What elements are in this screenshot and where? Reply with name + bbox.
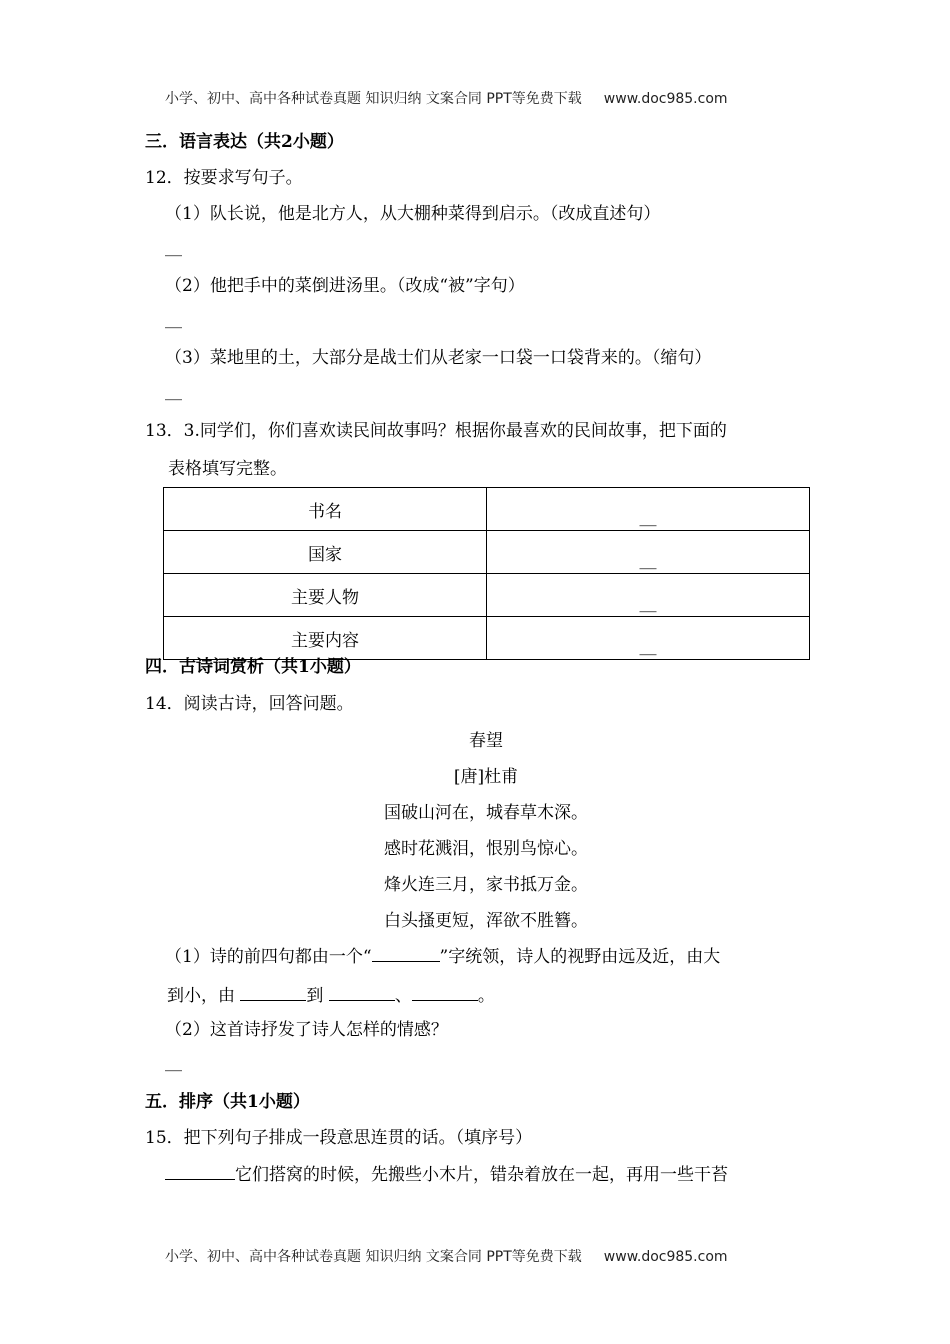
poem-line-2: 感时花溅泪，恨别鸟惊心。: [384, 839, 588, 859]
table-row: [164, 574, 810, 617]
section-4-title: 四．古诗词赏析（共1小题）: [145, 657, 361, 677]
q12-answer-2[interactable]: __: [165, 309, 182, 329]
q12-item-2: （2）他把手中的菜倒进汤里。（改成“被”字句）: [165, 276, 525, 296]
table-answer-cell[interactable]: __: [487, 617, 810, 660]
q15-blank[interactable]: [165, 1163, 235, 1180]
poem-line-4: 白头搔更短，浑欲不胜簪。: [384, 911, 588, 931]
q14-sub1-line1: （1）诗的前四句都由一个“ ”字统领，诗人的视野由远及近，由大: [165, 947, 721, 967]
q14-blank-1[interactable]: [372, 945, 440, 962]
table-answer-cell[interactable]: __: [487, 531, 810, 574]
story-info-table: [163, 487, 810, 660]
q12-answer-3[interactable]: __: [165, 381, 182, 401]
table-answer-cell[interactable]: __: [487, 488, 810, 531]
table-label: 主要人物: [164, 574, 487, 617]
page-header: [165, 88, 728, 108]
q15-line1: 它们搭窝的时候，先搬些小木片，错杂着放在一起，再用一些干苔: [165, 1160, 728, 1185]
footer-site: www.doc985.com: [603, 1249, 728, 1265]
table-label: 国家: [164, 531, 487, 574]
q12-answer-1[interactable]: __: [165, 237, 182, 257]
table-label: 主要内容: [164, 617, 487, 660]
q14-blank-4[interactable]: [412, 984, 478, 1001]
q14-stem: 14．阅读古诗，回答问题。: [145, 694, 354, 714]
poem-line-3: 烽火连三月，家书抵万金。: [384, 875, 588, 895]
section-3-title: 三．语言表达（共2小题）: [145, 132, 344, 152]
table-label: 书名: [164, 488, 487, 531]
q15-stem: 15．把下列句子排成一段意思连贯的话。（填序号）: [145, 1128, 533, 1148]
q14-blank-3[interactable]: [329, 984, 395, 1001]
q14-answer-2[interactable]: __: [165, 1052, 182, 1072]
header-site: www.doc985.com: [603, 91, 728, 107]
q13-stem-line2: 表格填写完整。: [168, 459, 287, 479]
q13-stem-line1: 13．3.同学们，你们喜欢读民间故事吗？根据你最喜欢的民间故事，把下面的: [145, 421, 727, 441]
q12-item-1: （1）队长说，他是北方人，从大棚种菜得到启示。（改成直述句）: [165, 204, 661, 224]
section-5-title: 五．排序（共1小题）: [145, 1092, 310, 1112]
q12-stem: 12．按要求写句子。: [145, 168, 303, 188]
table-row: [164, 488, 810, 531]
poem-title: 春望: [469, 731, 503, 751]
page-footer: [165, 1246, 728, 1266]
header-text: 小学、初中、高中各种试卷真题 知识归纳 文案合同 PPT等免费下载: [165, 91, 582, 107]
table-row: [164, 531, 810, 574]
poem-line-1: 国破山河在，城春草木深。: [384, 803, 588, 823]
poem-author: [唐]杜甫: [453, 767, 519, 787]
q14-sub2: （2）这首诗抒发了诗人怎样的情感？: [165, 1020, 448, 1040]
table-answer-cell[interactable]: __: [487, 574, 810, 617]
footer-text: 小学、初中、高中各种试卷真题 知识归纳 文案合同 PPT等免费下载: [165, 1249, 582, 1265]
q14-sub1-line2: 到小，由 到 、 。: [167, 986, 495, 1006]
q14-blank-2[interactable]: [240, 984, 306, 1001]
q12-item-3: （3）菜地里的土，大部分是战士们从老家一口袋一口袋背来的。（缩句）: [165, 348, 712, 368]
